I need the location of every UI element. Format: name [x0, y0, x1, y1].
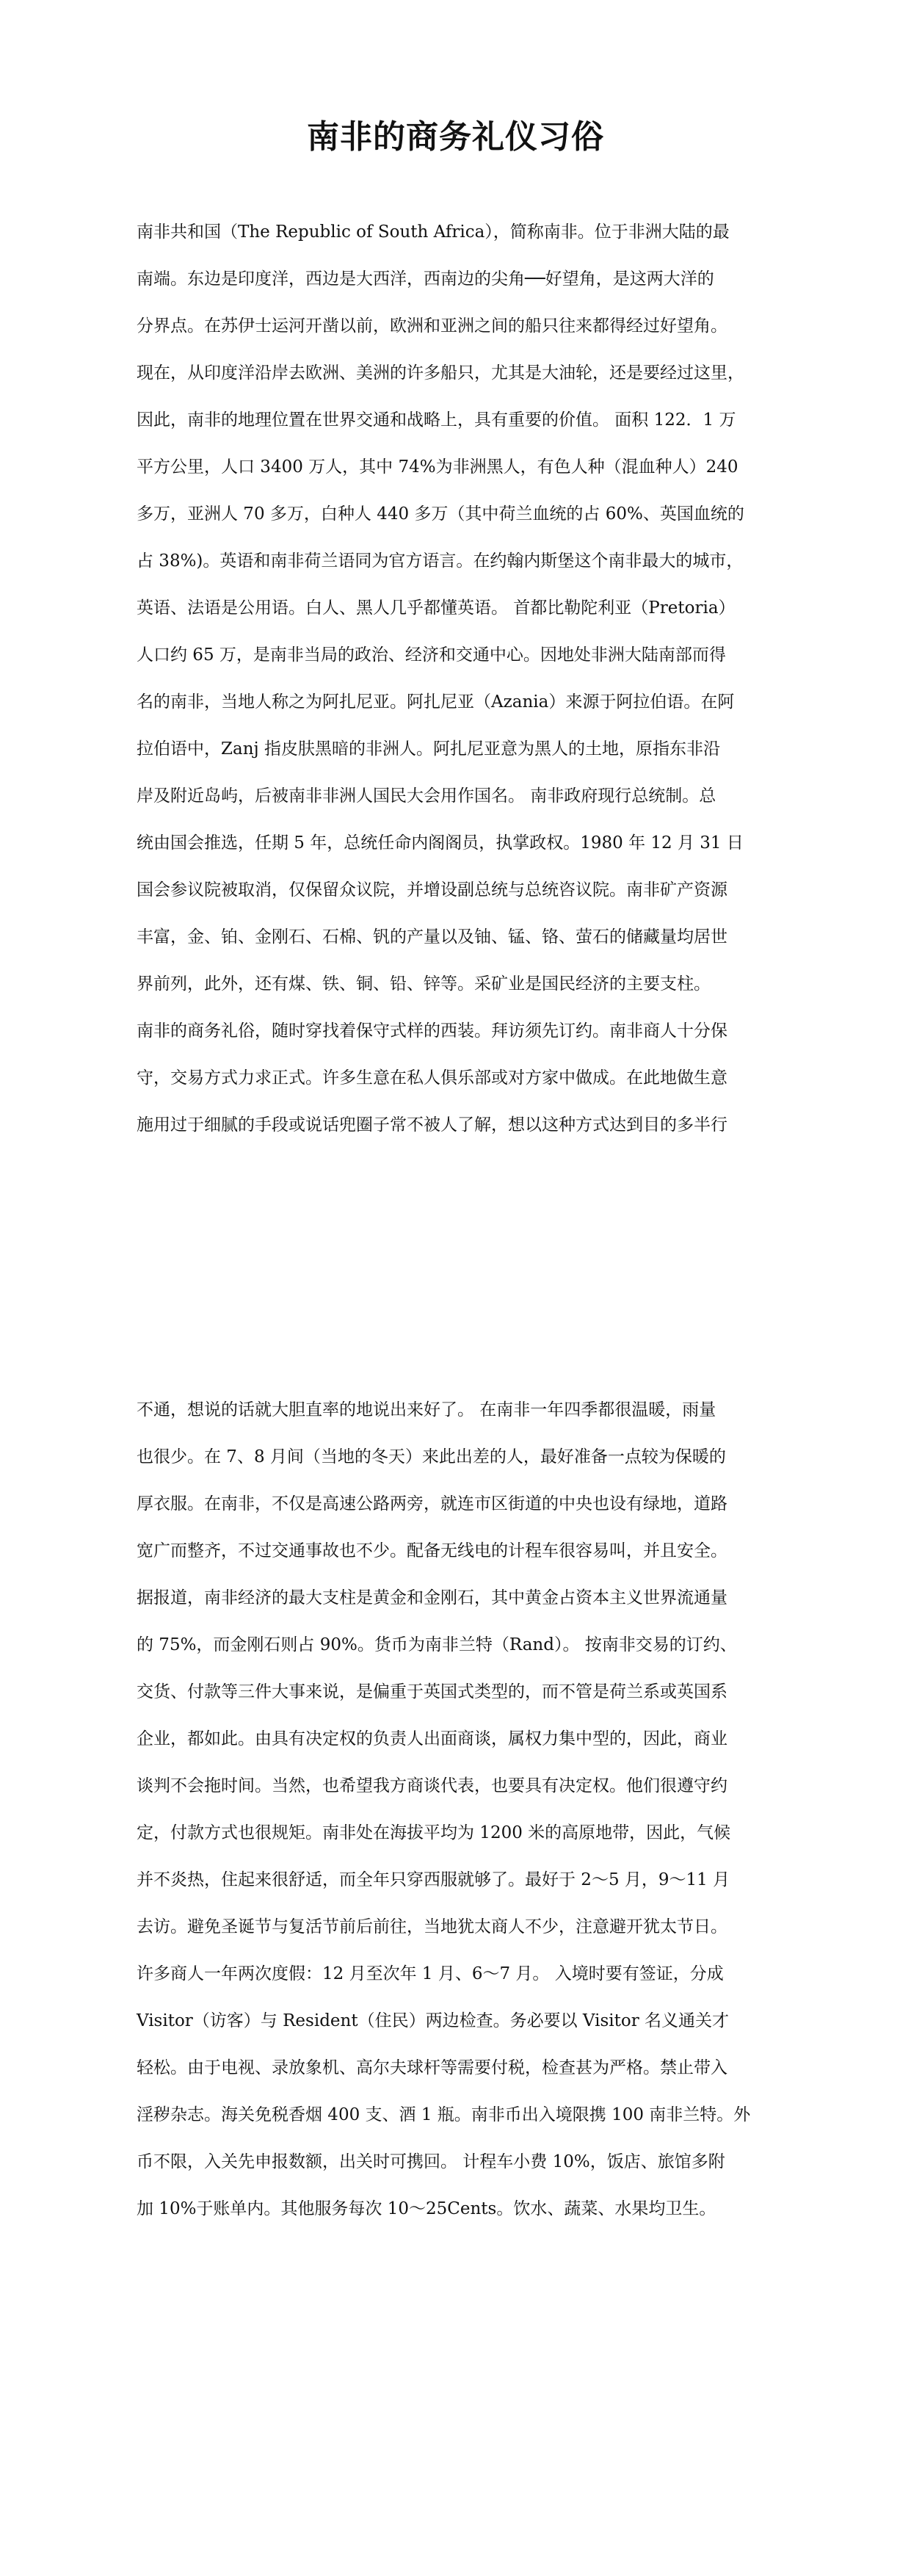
text-line: 也很少。在 7、8 月间（当地的冬天）来此出差的人，最好准备一点较为保暖的: [137, 1447, 726, 1466]
text-line: 的 75%，而金刚石则占 90%。货币为南非兰特（Rand）。 按南非交易的订约、: [137, 1635, 737, 1654]
text-line: 加 10%于账单内。其他服务每次 10～25Cents。饮水、蔬菜、水果均卫生。: [137, 2199, 716, 2218]
text-line: Visitor（访客）与 Resident（住民）两边检查。务必要以 Visitor 名义通关才: [137, 2011, 730, 2030]
text-line: 淫秽杂志。海关免税香烟 400 支、酒 1 瓶。南非币出入境限携 100 南非兰特。外: [137, 2105, 751, 2124]
text-line: 轻松。由于电视、录放象机、高尔夫球杆等需要付税，检查甚为严格。禁止带入: [137, 2058, 727, 2077]
text-line: 南非的商务礼俗，随时穿找着保守式样的西装。拜访须先订约。南非商人十分保: [137, 1021, 727, 1041]
text-line: 分界点。在苏伊士运河开凿以前，欧洲和亚洲之间的船只往来都得经过好望角。: [137, 316, 727, 336]
text-line: 现在，从印度洋沿岸去欧洲、美洲的许多船只，尤其是大油轮，还是要经过这里，: [137, 363, 744, 383]
text-line: 守，交易方式力求正式。许多生意在私人俱乐部或对方家中做成。在此地做生意: [137, 1068, 727, 1088]
text-line: 宽广而整齐，不过交通事故也不少。配备无线电的计程车很容易叫，并且安全。: [137, 1541, 727, 1560]
text-line: 施用过于细腻的手段或说话兜圈子常不被人了解，想以这种方式达到目的多半行: [137, 1115, 727, 1135]
text-line: 南端。东边是印度洋，西边是大西洋，西南边的尖角──好望角，是这两大洋的: [137, 269, 714, 289]
text-line: 南非共和国（The Republic of South Africa），简称南非。位于非洲大陆的最: [137, 222, 730, 242]
text-line: 拉伯语中，Zanj 指皮肤黑暗的非洲人。阿扎尼亚意为黑人的土地，原指东非沿: [137, 739, 720, 759]
text-line: 企业，都如此。由具有决定权的负责人出面商谈，属权力集中型的，因此，商业: [137, 1729, 727, 1748]
text-line: 统由国会推选，任期 5 年，总统任命内阁阁员，执掌政权。1980 年 12 月 31 日: [137, 833, 744, 853]
text-line: 去访。避免圣诞节与复活节前后前往，当地犹太商人不少，注意避开犹太节日。: [137, 1917, 727, 1936]
body-text-block-1: [137, 209, 783, 1148]
text-line: 因此，南非的地理位置在世界交通和战略上，具有重要的价值。 面积 122．1 万: [137, 410, 736, 430]
text-line: 厚衣服。在南非，不仅是高速公路两旁，就连市区街道的中央也设有绿地，道路: [137, 1494, 727, 1513]
page-title: 南非的商务礼仪习俗: [307, 118, 604, 156]
text-line: 谈判不会拖时间。当然，也希望我方商谈代表，也要具有决定权。他们很遵守约: [137, 1776, 727, 1795]
text-line: 多万，亚洲人 70 多万，白种人 440 多万（其中荷兰血统的占 60%、英国血统的: [137, 504, 744, 524]
text-line: 名的南非，当地人称之为阿扎尼亚。阿扎尼亚（Azania）来源于阿拉伯语。在阿: [137, 692, 735, 712]
text-line: 许多商人一年两次度假：12 月至次年 1 月、6～7 月。 入境时要有签证，分成: [137, 1964, 724, 1983]
text-line: 英语、法语是公用语。白人、黑人几乎都懂英语。 首都比勒陀利亚（Pretoria）: [137, 598, 736, 618]
text-line: 据报道，南非经济的最大支柱是黄金和金刚石，其中黄金占资本主义世界流通量: [137, 1588, 727, 1607]
text-line: 不通，想说的话就大胆直率的地说出来好了。 在南非一年四季都很温暖，雨量: [137, 1400, 716, 1419]
text-line: 平方公里，人口 3400 万人，其中 74%为非洲黑人，有色人种（混血种人）240: [137, 457, 738, 477]
text-line: 交货、付款等三件大事来说，是偏重于英国式类型的，而不管是荷兰系或英国系: [137, 1682, 727, 1701]
text-line: 丰富，金、铂、金刚石、石棉、钒的产量以及铀、锰、铬、萤石的储藏量均居世: [137, 927, 727, 947]
body-text-block-2: [137, 1386, 783, 2232]
text-line: 界前列，此外，还有煤、铁、铜、铅、锌等。采矿业是国民经济的主要支柱。: [137, 974, 711, 994]
text-line: 国会参议院被取消，仅保留众议院，并增设副总统与总统咨议院。南非矿产资源: [137, 880, 727, 900]
text-line: 人口约 65 万，是南非当局的政治、经济和交通中心。因地处非洲大陆南部而得: [137, 645, 726, 665]
text-line: 并不炎热，住起来很舒适，而全年只穿西服就够了。最好于 2～5 月，9～11 月: [137, 1870, 730, 1889]
text-line: 岸及附近岛屿，后被南非非洲人国民大会用作国名。 南非政府现行总统制。总: [137, 786, 716, 806]
text-line: 币不限，入关先申报数额，出关时可携回。 计程车小费 10%，饭店、旅馆多附: [137, 2152, 725, 2171]
text-line: 定，付款方式也很规矩。南非处在海拔平均为 1200 米的高原地带，因此，气候: [137, 1823, 731, 1842]
text-line: 占 38%)。英语和南非荷兰语同为官方语言。在约翰内斯堡这个南非最大的城市，: [137, 551, 744, 571]
